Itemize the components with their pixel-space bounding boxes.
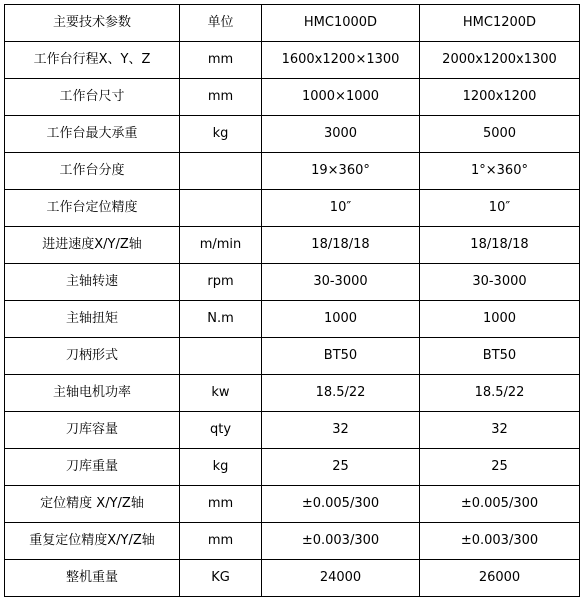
table-row [5,375,580,412]
table-row [5,560,580,597]
row-model-1-value: 25 [262,449,420,486]
row-model-2-value: 1200x1200 [420,79,580,116]
row-model-1-value: 19×360° [262,153,420,190]
row-param: 主轴转速 [5,264,180,301]
row-unit: N.m [180,301,262,338]
table-row [5,153,580,190]
row-unit: mm [180,79,262,116]
row-unit: kw [180,375,262,412]
row-model-2-value: 1°×360° [420,153,580,190]
header-param: 主要技术参数 [5,5,180,42]
row-model-1-value: 10″ [262,190,420,227]
row-unit: mm [180,486,262,523]
spec-table-body [5,5,580,597]
row-param: 工作台最大承重 [5,116,180,153]
spec-table [4,4,580,597]
row-model-1-value: 24000 [262,560,420,597]
row-param: 刀柄形式 [5,338,180,375]
row-model-2-value: 32 [420,412,580,449]
row-param: 工作台分度 [5,153,180,190]
header-unit: 单位 [180,5,262,42]
table-row [5,449,580,486]
row-unit: qty [180,412,262,449]
row-model-2-value: 18/18/18 [420,227,580,264]
row-param: 工作台行程X、Y、Z [5,42,180,79]
row-model-2-value: 10″ [420,190,580,227]
row-model-2-value: ±0.003/300 [420,523,580,560]
row-model-2-value: 26000 [420,560,580,597]
row-model-1-value: ±0.005/300 [262,486,420,523]
row-unit [180,153,262,190]
row-unit [180,338,262,375]
row-model-2-value: 5000 [420,116,580,153]
row-model-1-value: 32 [262,412,420,449]
row-model-2-value: 30-3000 [420,264,580,301]
row-unit: kg [180,116,262,153]
row-model-1-value: 30-3000 [262,264,420,301]
row-unit: m/min [180,227,262,264]
row-model-2-value: BT50 [420,338,580,375]
row-model-1-value: 1000×1000 [262,79,420,116]
table-row [5,486,580,523]
table-header-row [5,5,580,42]
row-param: 工作台尺寸 [5,79,180,116]
row-unit [180,190,262,227]
row-model-1-value: 18.5/22 [262,375,420,412]
table-row [5,264,580,301]
row-unit: mm [180,42,262,79]
row-unit: rpm [180,264,262,301]
table-row [5,190,580,227]
table-row [5,116,580,153]
row-param: 主轴电机功率 [5,375,180,412]
table-row [5,42,580,79]
table-row [5,412,580,449]
row-param: 进进速度X/Y/Z轴 [5,227,180,264]
row-unit: mm [180,523,262,560]
row-param: 工作台定位精度 [5,190,180,227]
row-unit: kg [180,449,262,486]
header-model-1: HMC1000D [262,5,420,42]
row-param: 刀库容量 [5,412,180,449]
row-model-2-value: ±0.005/300 [420,486,580,523]
row-model-1-value: BT50 [262,338,420,375]
row-model-1-value: 1000 [262,301,420,338]
header-model-2: HMC1200D [420,5,580,42]
row-model-1-value: 18/18/18 [262,227,420,264]
row-model-2-value: 18.5/22 [420,375,580,412]
table-row [5,338,580,375]
row-model-1-value: 1600x1200×1300 [262,42,420,79]
row-unit: KG [180,560,262,597]
row-param: 重复定位精度X/Y/Z轴 [5,523,180,560]
row-model-2-value: 1000 [420,301,580,338]
row-model-2-value: 25 [420,449,580,486]
row-model-2-value: 2000x1200x1300 [420,42,580,79]
row-model-1-value: ±0.003/300 [262,523,420,560]
row-param: 主轴扭矩 [5,301,180,338]
row-param: 定位精度 X/Y/Z轴 [5,486,180,523]
row-model-1-value: 3000 [262,116,420,153]
table-row [5,227,580,264]
table-row [5,301,580,338]
row-param: 整机重量 [5,560,180,597]
table-row [5,523,580,560]
row-param: 刀库重量 [5,449,180,486]
table-row [5,79,580,116]
